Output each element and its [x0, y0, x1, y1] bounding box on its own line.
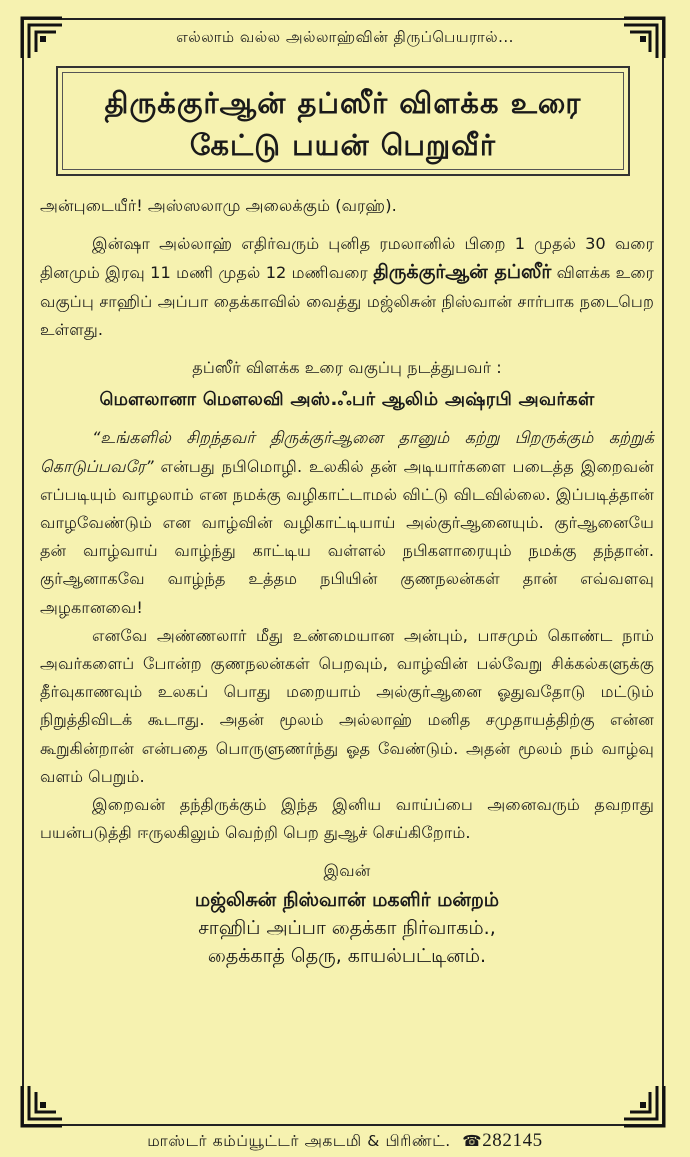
greeting: அன்புடையீர்! அஸ்ஸலாமு அலைக்கும் (வரஹ்). — [40, 196, 397, 215]
announcement-bold-title: திருக்குர்ஆன் தப்ஸீர் — [373, 261, 552, 284]
quote-paragraph-tail: என்பது நபிமொழி. உலகில் தன் அடியார்களை படைத்த இறைவன் எப்படியும் வாழலாம் என நமக்கு வழிகாட்டாமல் விட்டு விடவில்லை. இப்படித்தான் வாழவேண்டும் என வாழ்வின் வழிகாட்டியாய் அல்குர்ஆனையும். குர்ஆனையே தன் வாழ்வாய் வாழ்ந்து காட்டிய வள்ளல் நபிகளாரையும் நமக்கு தந்தான். குர்ஆனாகவே வாழ்ந்த உத்தம நபியின் குணநலன்கள் தான் எவ்வளவு அழகானவை! — [40, 456, 654, 617]
organization-admin: சாஹிப் அப்பா தைக்கா நிர்வாகம்., — [198, 916, 496, 939]
phone-number: 282145 — [482, 1130, 543, 1151]
organization-address: தைக்காத் தெரு, காயல்பட்டினம். — [207, 945, 487, 968]
announcement-tail: விளக்க உரை வகுப்பு சாஹிப் அப்பா தைக்காவில் வைத்து மஜ்லிசுன் நிஸ்வான் சார்பாக நடைபெற உள்ளது. — [40, 263, 655, 339]
announcement-paragraph — [40, 230, 654, 344]
speaker-name: மௌலானா மௌலவி அஸ்.ஃபர் ஆலிம் அஷ்ரபி அவர்கள் — [99, 389, 595, 411]
invocation-line: எல்லாம் வல்ல அல்லாஹ்வின் திருப்பெயரால்... — [176, 28, 514, 46]
corner-ornament-bottom-left — [20, 1084, 64, 1128]
printer-footer — [0, 1130, 690, 1152]
paragraph-3: இறைவன் தந்திருக்கும் இந்த இனிய வாய்ப்பை அனைவரும் தவறாது பயன்படுத்தி ஈருலகிலும் வெற்றி பெற துஆச் செய்கிறோம். — [40, 795, 654, 843]
title-line-1: திருக்குர்ஆன் தப்ஸீர் விளக்க உரை — [104, 86, 582, 120]
prophetic-quote: “உங்களில் சிறந்தவர் திருக்குர்ஆனை தானும் கற்று பிறருக்கும் கற்றுக் கொடுப்பவரே” — [40, 428, 654, 476]
printer-name: மாஸ்டர் கம்ப்யூட்டர் அகடமி & பிரிண்ட். — [147, 1132, 451, 1150]
paragraph-2: எனவே அண்ணலார் மீது உண்மையான அன்பும், பாசமும் கொண்ட நாம் அவர்களைப் போன்ற குணநலன்கள் பெறவும், வாழ்வின் பல்வேறு சிக்கல்களுக்கு தீர்வுகாணவும் உலகப் பொது மறையாம் அல்குர்ஆனை ஓதுவதோடு மட்டும் நிறுத்திவிடக் கூடாது. அதன் மூலம் அல்லாஹ் மனித சமுதாயத்திற்கு என்ன கூறுகின்றான் என்பதை பொருளுணர்ந்து ஓத வேண்டும். அதன் மூலம் நம் வாழ்வு வளம் பெறும். — [40, 625, 654, 786]
corner-ornament-bottom-right — [622, 1084, 666, 1128]
telephone-icon: ☎ — [462, 1132, 483, 1150]
title-line-2: கேட்டு பயன் பெறுவீர் — [189, 128, 497, 162]
notice-body — [40, 192, 654, 970]
organization-name: மஜ்லிசுன் நிஸ்வான் மகளிர் மன்றம் — [194, 888, 500, 911]
signature-label: இவன் — [323, 861, 371, 881]
speaker-intro: தப்ஸீர் விளக்க உரை வகுப்பு நடத்துபவர் : — [192, 358, 502, 378]
quote-paragraph — [40, 424, 654, 621]
title-box — [56, 66, 630, 176]
announcement-lead: இன்ஷா அல்லாஹ் எதிர்வரும் புனித ரமலானில் பிறை 1 முதல் 30 வரை தினமும் இரவு 11 மணி முதல் 12 மணிவரை — [40, 234, 654, 283]
